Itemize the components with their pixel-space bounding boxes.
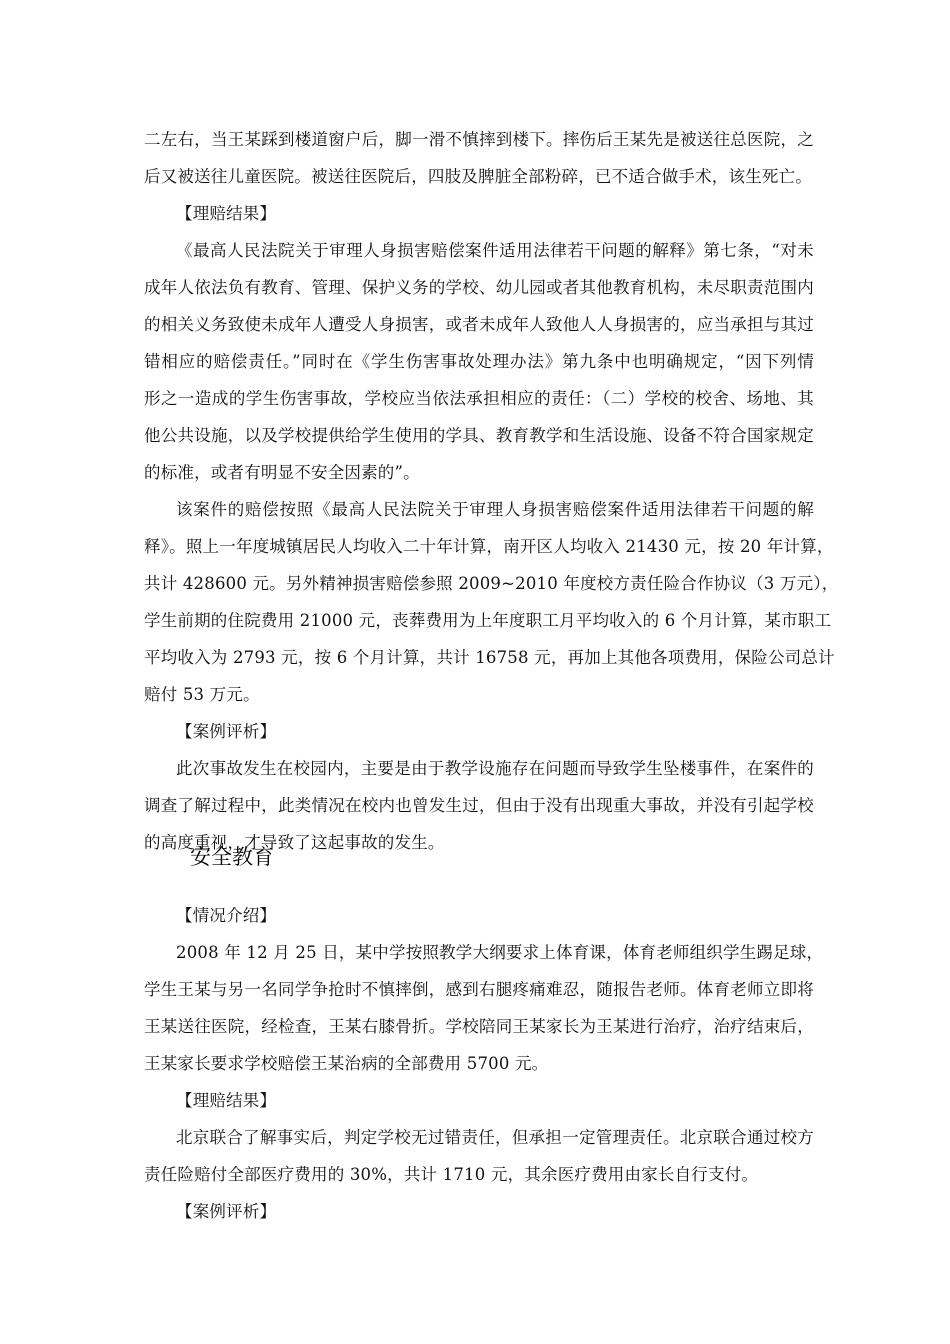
section-label-situation: 【情况介绍】 bbox=[176, 906, 277, 925]
section-title: 安全教育 bbox=[190, 845, 274, 869]
text-line: 形之一造成的学生伤害事故，学校应当依法承担相应的责任：（二）学校的校舍、场地、其 bbox=[144, 389, 814, 408]
text-line: 他公共设施，以及学校提供给学生使用的学具、教育教学和生活设施、设备不符合国家规定 bbox=[144, 426, 814, 445]
text-line: 王某送往医院，经检查，王某右膝骨折。学校陪同王某家长为王某进行治疗，治疗结束后， bbox=[144, 1017, 814, 1036]
text-line: 学生前期的住院费用 21000 元，丧葬费用为上年度职工月平均收入的 6 个月计算，某市职工 bbox=[144, 611, 832, 630]
section-label-claim-result: 【理赔结果】 bbox=[176, 1091, 277, 1110]
text-line: 该案件的赔偿按照《最高人民法院关于审理人身损害赔偿案件适用法律若干问题的解 bbox=[176, 500, 814, 519]
text-line: 的标准，或者有明显不安全因素的”。 bbox=[144, 463, 420, 482]
text-line: 的相关义务致使未成年人遭受人身损害，或者未成年人致他人人身损害的，应当承担与其过 bbox=[144, 315, 814, 334]
section-label-claim-result: 【理赔结果】 bbox=[176, 204, 277, 223]
text-line: 错相应的赔偿责任。”同时在《学生伤害事故处理办法》第九条中也明确规定，“因下列情 bbox=[144, 352, 814, 371]
text-line: 后又被送往儿童医院。被送往医院后，四肢及脾脏全部粉碎，已不适合做手术，该生死亡。 bbox=[144, 167, 812, 186]
text-line: 赔付 53 万元。 bbox=[144, 685, 260, 704]
text-line: 北京联合了解事实后，判定学校无过错责任，但承担一定管理责任。北京联合通过校方 bbox=[176, 1128, 814, 1147]
text-line: 王某家长要求学校赔偿王某治病的全部费用 5700 元。 bbox=[144, 1054, 549, 1073]
text-line: 二左右，当王某踩到楼道窗户后，脚一滑不慎摔到楼下。摔伤后王某先是被送往总医院，之 bbox=[144, 130, 814, 149]
text-line: 调查了解过程中，此类情况在校内也曾发生过，但由于没有出现重大事故，并没有引起学校 bbox=[144, 796, 814, 815]
text-line: 2008 年 12 月 25 日，某中学按照教学大纲要求上体育课，体育老师组织学生踢足球， bbox=[176, 943, 824, 962]
text-line: 学生王某与另一名同学争抢时不慎摔倒，感到右腿疼痛难忍，随报告老师。体育老师立即将 bbox=[144, 980, 814, 999]
text-line: 共计 428600 元。另外精神损害赔偿参照 2009~2010 年度校方责任险合作协议（3 万元）， bbox=[144, 574, 839, 593]
section-label-case-analysis: 【案例评析】 bbox=[176, 722, 277, 741]
text-line: 平均收入为 2793 元，按 6 个月计算，共计 16758 元，再加上其他各项费用，保险公司总计 bbox=[144, 648, 835, 667]
text-line: 《最高人民法院关于审理人身损害赔偿案件适用法律若干问题的解释》第七条，“对未 bbox=[176, 241, 814, 260]
section-label-case-analysis: 【案例评析】 bbox=[176, 1202, 277, 1221]
text-line: 的高度重视，才导致了这起事故的发生。 bbox=[144, 833, 445, 852]
text-line: 成年人依法负有教育、管理、保护义务的学校、幼儿园或者其他教育机构，未尽职责范围内 bbox=[144, 278, 814, 297]
text-line: 责任险赔付全部医疗费用的 30%，共计 1710 元，其余医疗费用由家长自行支付。 bbox=[144, 1165, 759, 1184]
text-line: 释》。照上一年度城镇居民人均收入二十年计算，南开区人均收入 21430 元，按 20 年计算， bbox=[144, 537, 834, 556]
text-line: 此次事故发生在校园内，主要是由于教学设施存在问题而导致学生坠楼事件，在案件的 bbox=[176, 759, 814, 778]
